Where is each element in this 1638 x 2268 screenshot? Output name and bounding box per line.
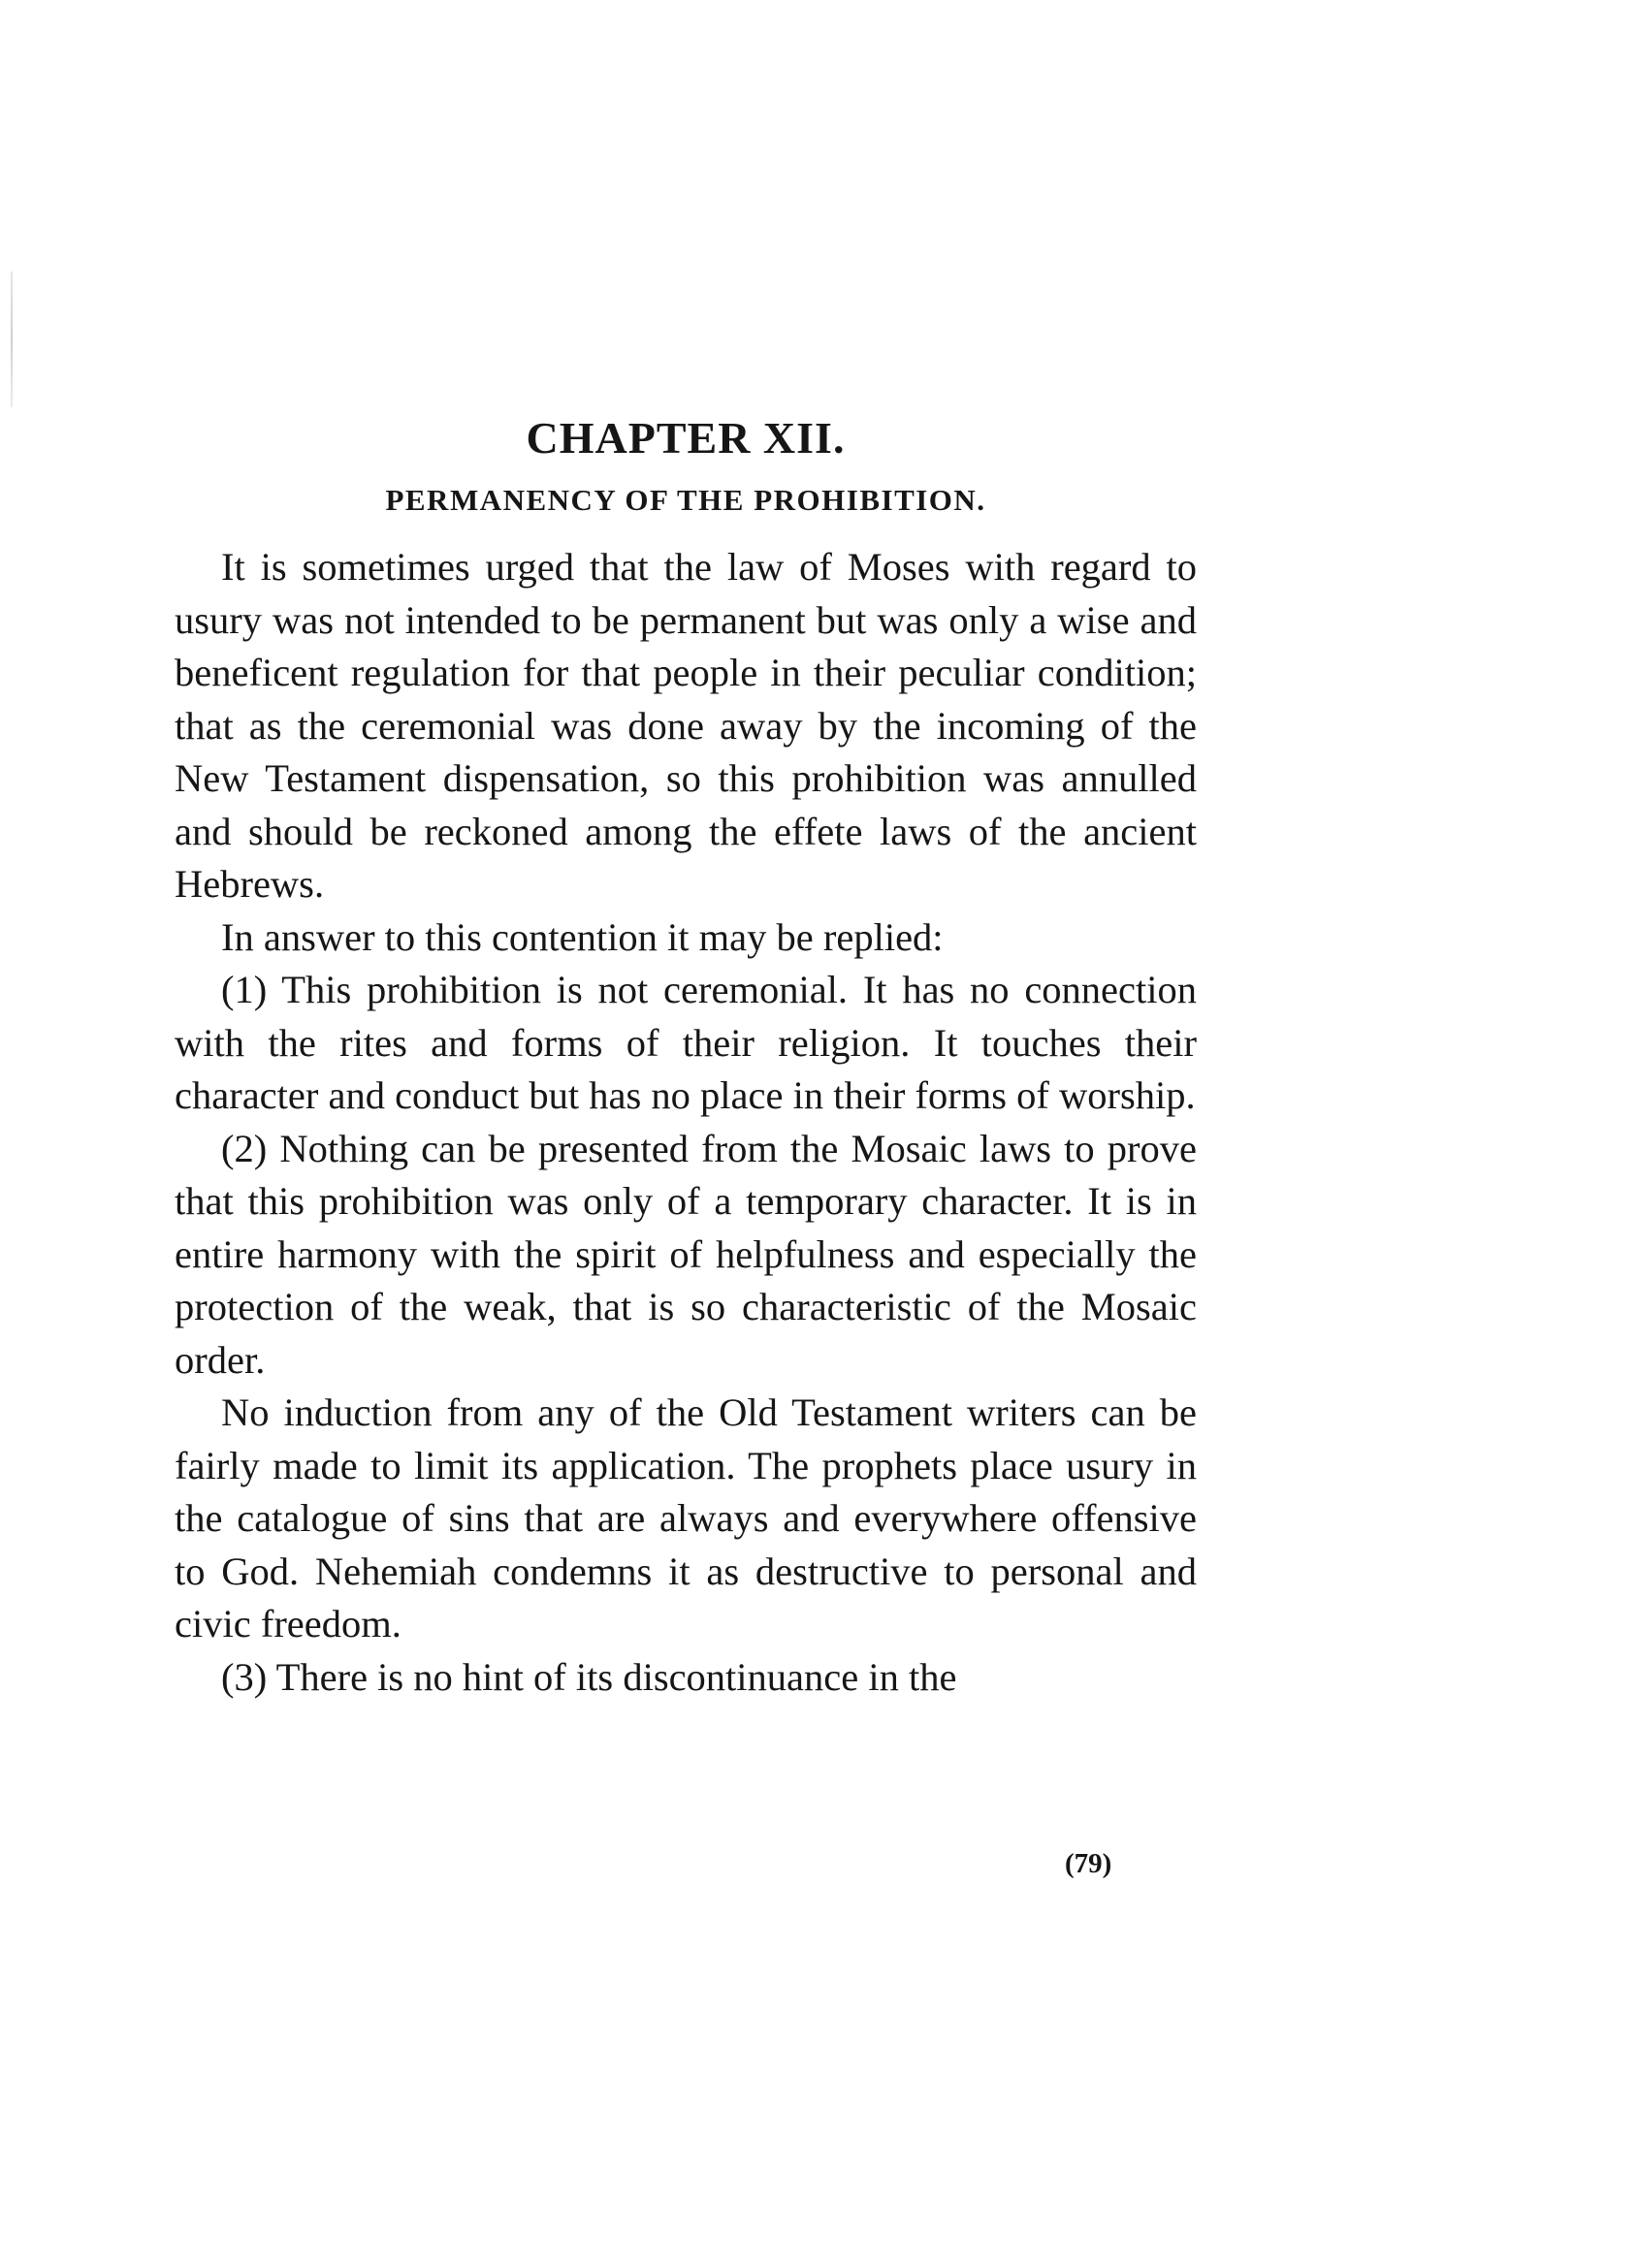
scan-edge-mark [11,272,13,407]
paragraph-point-1: (1) This prohibition is not ceremonial. It has no connection with the rites and forms of their religion. It touches their character and conduct but has no place in their forms of worship. [175,968,1197,1117]
chapter-subtitle: PERMANENCY OF THE PROHIBITION. [385,483,986,517]
paragraph-intro: It is sometimes urged that the law of Moses with regard to usury was not intended to be permanent but was only a wise and beneficent regulation for that people in their peculiar condition; that as the ceremonial was done away by the incoming of the New Testament dispensation, so this prohibition was annulled and should be reckoned among the effete laws of the ancient Hebrews. [175,545,1197,906]
paragraph-answer: In answer to this contention it may be replied: [221,914,944,959]
paragraph-point-2: (2) Nothing can be presented from the Mosaic laws to prove that this prohibition was only of a temporary character. It is in entire harmony with the spirit of helpfulness and especially the protection of the weak, that is so characteristic of the Mosaic order. [175,1126,1197,1382]
paragraph-induction: No induction from any of the Old Testament writers can be fairly made to limit its application. The prophets place usury in the catalogue of sins that are always and everywhere offensive to God. Nehemiah condemns it as destructive to personal and civic freedom. [175,1390,1197,1645]
paragraph-point-3: (3) There is no hint of its discontinuance in the [221,1654,957,1699]
page-text-block [175,411,1197,1704]
page-number: (79) [1065,1848,1112,1879]
chapter-title: CHAPTER XII. [526,413,846,463]
